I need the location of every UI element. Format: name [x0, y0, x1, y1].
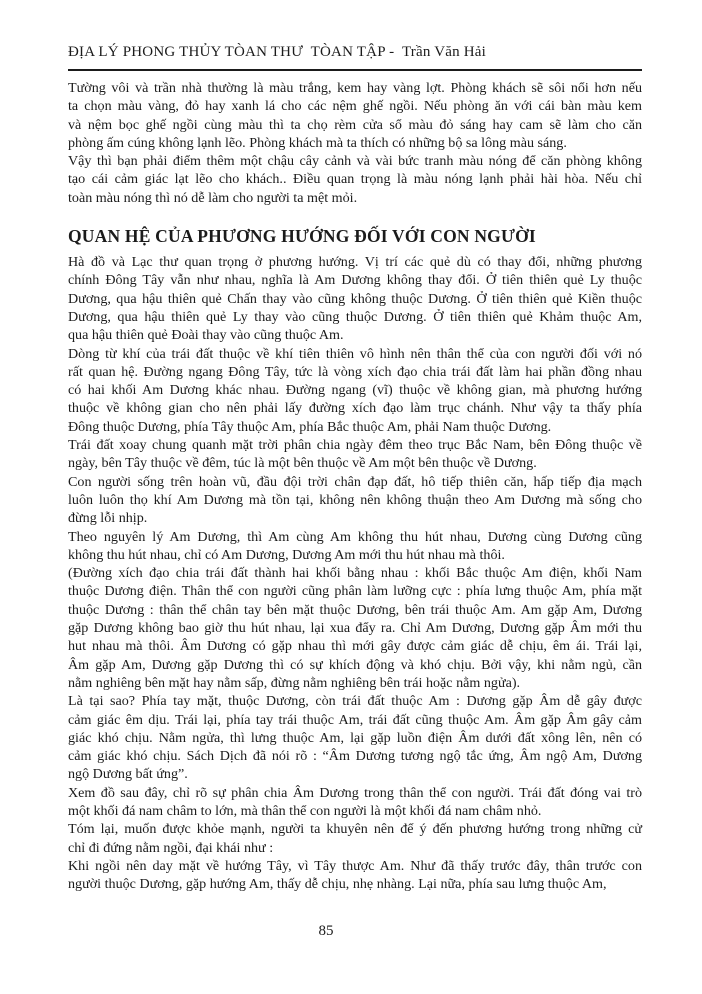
text-line: Âm gặp Am, Dương gặp Dương thì có sự khích động và khó chịu. Bởi vậy, khi nằm ngủ, cần [68, 656, 642, 673]
text-line: ta chọn màu vàng, đỏ hay xanh lá cho các nệm ghế ngồi. Nếu phòng ăn với cái bàn màu kem [68, 98, 642, 115]
text-line: Theo nguyên lý Am Dương, thì Am cùng Am không thu hút nhau, Dương cùng Dương cũng [68, 528, 642, 545]
text-line: phòng ấm cúng không lạnh lẽo. Phòng khách mà ta thích có những bộ sa lông màu sáng. [68, 134, 567, 151]
intro-paragraphs [68, 79, 642, 207]
text-line: nằm nghiêng bên mặt hay nằm sấp, đừng nằm nghiêng bên trái hoặc nằm ngửa). [68, 674, 521, 691]
page-header [68, 44, 642, 71]
paragraph [68, 820, 642, 857]
text-line: Dòng từ khí của trái đất thuộc về khí tiên thiên vô hình nên thân thể của con người đối với nó [68, 345, 642, 362]
text-line: rất quan hệ. Đường ngang Đông Tây, tức là vòng xích đạo chia trái đất làm hai phần đồng nhau [68, 363, 642, 380]
paragraph [68, 692, 642, 783]
text-line: ngộ Dương bất ứng”. [68, 766, 188, 783]
text-line: gặp Dương không bao giờ thu hút nhau, lại xua đẩy ra. Chỉ Am Dương, Dương gặp Âm mới thu [68, 620, 642, 637]
text-line: Khi ngồi nên day mặt về hướng Tây, vì Tây thược Am. Như đã thấy trước đây, thân trước con [68, 857, 642, 874]
text-line: thuộc Dương : thân thể chân tay bên mặt thuộc Dương, bên trái thuộc Am. Am gặp Am, Dương [68, 601, 642, 618]
text-line: Dương, qua hậu thiên quẻ Chấn thay vào cũng không thuộc Dương. Ở tiên thiên quẻ Kiền thuộc [68, 290, 642, 307]
text-line: Trái đất xoay chung quanh mặt trời phân chia ngày đêm theo trục Bắc Nam, bên Đông thuộc về [68, 437, 642, 454]
paragraph [68, 79, 642, 152]
text-line: và nệm bọc ghế ngồi cùng màu thì ta chọ rèm cửa sổ màu đỏ sáng hay cam sẽ làm cho căn [68, 116, 642, 133]
text-line: đừng lỗi nhịp. [68, 510, 148, 527]
text-line: Tóm lại, muốn được khỏe mạnh, người ta khuyên nên để ý đến phương hướng trong những cử [68, 821, 642, 838]
text-line: chỉ đi đứng nằm ngồi, đại khái như : [68, 839, 274, 856]
header-divider [68, 69, 642, 71]
text-line: Hà đồ và Lạc thư quan trọng ở phương hướng. Vị trí các quẻ dù có thay đổi, những phương [68, 254, 642, 271]
paragraph [68, 473, 642, 528]
text-line: qua hậu thiên quẻ Đoài thay vào cũng thuộc Am. [68, 327, 344, 344]
text-line: tạo cái cảm giác lạt lẽo cho khách.. Điều quan trọng là màu nóng lạnh phải hài hòa. Nếu chỉ [68, 171, 642, 188]
text-line: cảm giác êm dịu. Trái lại, phía tay trái thuộc Am, trái đất cũng thuộc Am. Âm gặp Âm gây cảm [68, 711, 642, 728]
text-line: giác khó chịu. Nằm ngửa, thì lưng thuộc Am, lại gặp luồn điện Âm dưới đất xông lên, nên có [68, 729, 642, 746]
text-line: không thu hút nhau, chỉ có Am Dương, Dương Am mới thu hút nhau mà thôi. [68, 546, 505, 563]
text-line: hut nhau mà thôi. Âm Dương có gặp nhau thì mới gây được cảm giác dễ chịu, êm ái. Trái lại, [68, 638, 642, 655]
text-line: Con người sống trên hoàn vũ, đầu đội trời chân đạp đất, hô tiếp thiên căn, hấp tiếp địa mạch [68, 473, 642, 490]
text-line: luôn luôn thọ khí Am Dương mà tồn tại, không nên không thuận theo Am Dương mà sống cho [68, 491, 642, 508]
section-heading: QUAN HỆ CỦA PHƯƠNG HƯỚNG ĐỐI VỚI CON NGƯỜI [68, 226, 536, 247]
page-number: 85 [318, 923, 334, 939]
running-head-title: ĐỊA LÝ PHONG THỦY TÒAN THƯ TÒAN TẬP - Trần Văn Hải [68, 44, 487, 60]
text-line: một khối đá nam châm to lớn, mà thân thể con người là một khối đá nam châm nhỏ. [68, 802, 542, 819]
text-line: có hai khối Am Dương khác nhau. Đường ngang (vĩ) thuộc về không gian, mà phương hướng [68, 382, 642, 399]
text-line: ngày, bên Tây thuộc về đêm, túc là một bên thuộc về Am một bên thuộc về Dương. [68, 455, 537, 472]
text-line: chính Đông Tây vẫn như nhau, nghĩa là Am Dương không thay đổi. Ở tiên thiên quẻ Ly thuộc [68, 272, 642, 289]
text-line: thuộc Dương điện. Thân thể con người cũng phân làm lưỡng cực : phía lưng thuộc Am, phía mặt [68, 583, 642, 600]
paragraph [68, 528, 642, 565]
text-line: Vậy thì bạn phải điểm thêm một chậu cây cảnh và vài bức tranh màu nóng để căn phòng không [68, 153, 642, 170]
paragraph [68, 152, 642, 207]
paragraph [68, 345, 642, 436]
text-line: Đông thuộc Dương, phía Tây thuộc Am, phía Bắc thuộc Am, phải Nam thuộc Dương. [68, 418, 552, 435]
text-line: thuộc về không gian cho nên phải lấy đường xích đạo làm trục chánh. Như vậy ta thấy phía [68, 400, 642, 417]
paragraph [68, 857, 642, 894]
section-paragraphs [68, 253, 642, 893]
text-line: cảm giác khó chịu. Sách Dịch đã nói rõ : “Âm Dương tương ngộ tắc ứng, Âm ngộ Am, Dương [68, 748, 642, 765]
paragraph [68, 784, 642, 821]
page-body [68, 79, 642, 893]
paragraph [68, 436, 642, 473]
paragraph [68, 253, 642, 344]
paragraph [68, 564, 642, 692]
text-line: toàn màu nóng thì nó dễ làm cho người ta mệt mỏi. [68, 189, 358, 206]
text-line: (Đường xích đạo chia trái đất thành hai khối bằng nhau : khối Bắc thuộc Am điện, khối Nam [68, 565, 642, 582]
text-line: Là tại sao? Phía tay mặt, thuộc Dương, còn trái đất thuộc Am : Dương gặp Âm dễ gây được [68, 693, 642, 710]
text-line: Xem đồ sau đây, chỉ rõ sự phân chia Âm Dương trong thân thể con người. Trái đất đóng vai trò [68, 784, 642, 801]
text-line: người thuộc Dương, gặp hướng Am, thấy dễ chịu, nhẹ nhàng. Lại nữa, phía sau lưng thuộc Am, [68, 876, 607, 893]
text-line: Tường vôi và trần nhà thường là màu trắng, kem hay vàng lợt. Phòng khách sẽ sôi nổi hơn nếu [68, 80, 642, 96]
text-line: Dương, qua hậu thiên quẻ Ly thay vào cũng thuộc Dương. Ở tiên thiên quẻ Khảm thuộc Am, [68, 308, 642, 325]
